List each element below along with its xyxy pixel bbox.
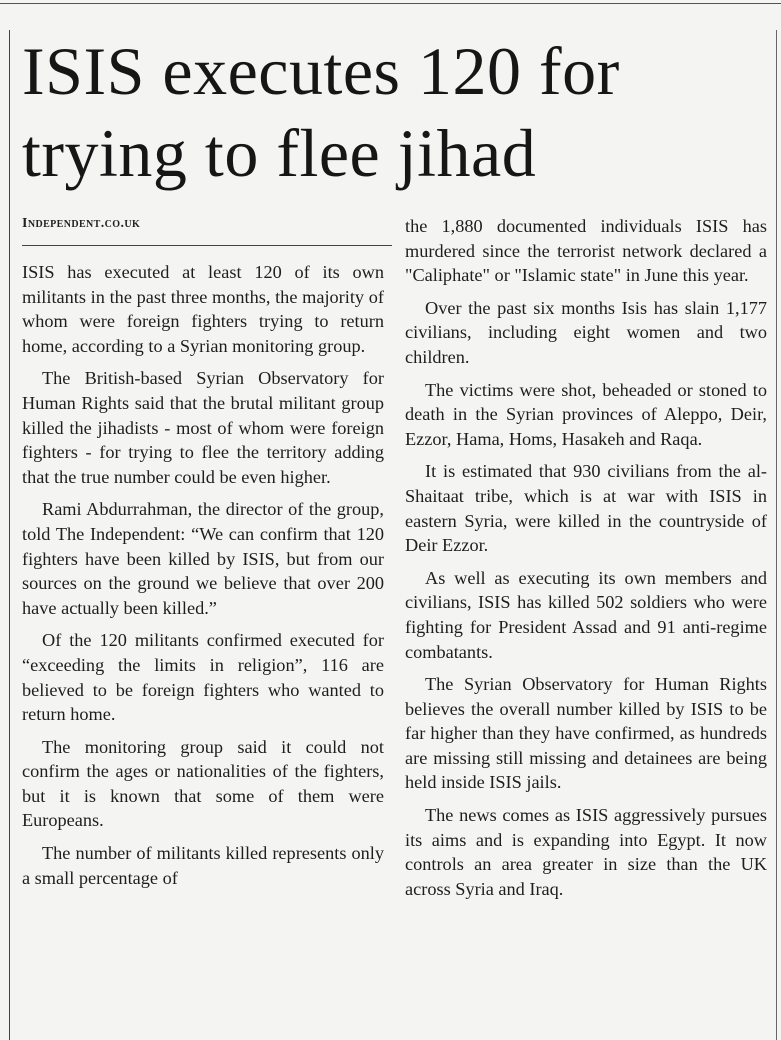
source-divider: [22, 245, 392, 246]
paragraph: The British-based Syrian Observatory for Human Rights said that the brutal militant group killed the jihadists - most of whom were foreign fighters - for trying to flee the territory adding that the true number could be even higher.: [22, 368, 384, 487]
paragraph: The monitoring group said it could not confirm the ages or nationalities of the fighters, but it is known that some of them were Europeans.: [22, 736, 384, 831]
paragraph: ISIS has executed at least 120 of its own militants in the past three months, the majority of whom were foreign fighters trying to return home, according to a Syrian monitoring group.: [22, 262, 384, 356]
right-column: [405, 214, 767, 909]
source-credit: Independent.co.uk: [22, 216, 141, 231]
left-column: [22, 260, 384, 898]
paragraph: Over the past six months Isis has slain 1,177 civilians, including eight women and two children.: [405, 297, 767, 367]
paragraph: Rami Abdurrahman, the director of the group, told The Independent: “We can confirm that 120 fighters have been killed by ISIS, but from our sources on the ground we believe that over 200 have actually been killed.”: [22, 499, 384, 618]
paragraph: As well as executing its own members and civilians, ISIS has killed 502 soldiers who were fighting for President Assad and 91 anti-regime combatants.: [405, 567, 767, 662]
left-border: [9, 30, 10, 1040]
paragraph: Of the 120 militants confirmed executed for “exceeding the limits in religion”, 116 are believed to be foreign fighters who wanted to return home.: [22, 630, 384, 725]
right-border: [776, 30, 777, 1040]
headline: ISIS executes 120 for trying to flee jihad: [22, 33, 620, 191]
paragraph: The news comes as ISIS aggressively pursues its aims and is expanding into Egypt. It now controls an area greater in size than the UK across Syria and Iraq.: [405, 805, 767, 899]
paragraph: The Syrian Observatory for Human Rights believes the overall number killed by ISIS to be far higher than they have confirmed, as hundreds are missing still missing and detainees are being held inside ISIS jails.: [405, 674, 767, 793]
paragraph: the 1,880 documented individuals ISIS has murdered since the terrorist network declared a "Caliphate" or "Islamic state" in June this year.: [405, 216, 767, 286]
top-border: [0, 3, 781, 4]
paragraph: The victims were shot, beheaded or stoned to death in the Syrian provinces of Aleppo, Deir, Ezzor, Hama, Homs, Hasakeh and Raqa.: [405, 379, 767, 449]
paragraph: It is estimated that 930 civilians from the al-Shaitaat tribe, which is at war with ISIS in eastern Syria, were killed in the countryside of Deir Ezzor.: [405, 461, 767, 556]
paragraph: The number of militants killed represents only a small percentage of: [22, 843, 384, 888]
